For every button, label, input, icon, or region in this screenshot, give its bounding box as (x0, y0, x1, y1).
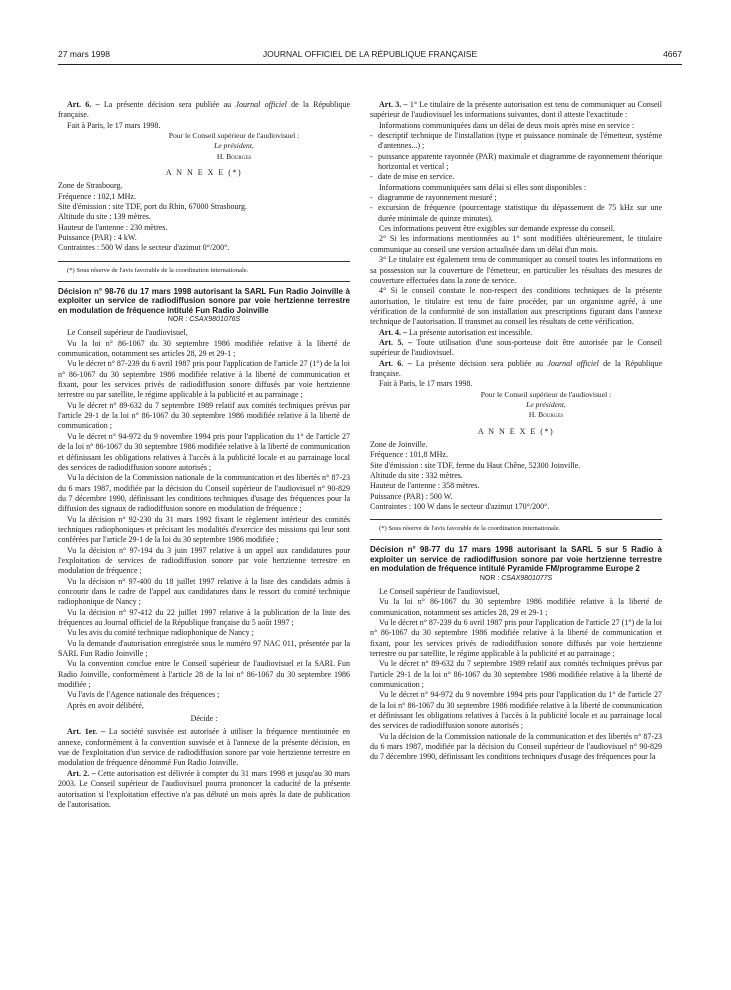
list-item-text: descriptif technique de l'installation (type et puissance nominale de l'émetteur, système d'antennes...) ; (378, 131, 662, 151)
article-2 (58, 769, 350, 810)
list-item: - excursion de fréquence (pourcentage statistique du dépassement de 75 kHz sur une durée minimale de quinze minutes). (370, 203, 662, 223)
visa: Vu l'avis de l'Agence nationale des fréquences ; (67, 690, 220, 700)
fait-a-paris: Fait à Paris, le 17 mars 1998. (379, 379, 473, 389)
visa: Vu la décision de la Commission nationale de la communication et des libertés n° 87-23 du 6 mars 1987, modifiée par la décision du Conseil supérieur de l'audiovisuel n° 90-829 du 7 décembre 1990, définissant les conditions techniques d'usage des fréquences pour la (370, 731, 662, 762)
annexe-block (370, 440, 662, 512)
article-text: de la République française. (370, 358, 662, 378)
article-4 (370, 328, 662, 338)
visa: Après en avoir délibéré, (67, 700, 144, 710)
annexe-line: Puissance (PAR) : 4 kW. (58, 233, 137, 243)
list-item-text: puissance apparente rayonnée (PAR) maximale et diagramme de rayonnement théorique horizontal et vertical ; (378, 151, 662, 172)
preamble: Le Conseil supérieur de l'audiovisuel, (67, 328, 188, 338)
article-text: de la République française. (58, 100, 350, 120)
article-label: Art. 6. – (67, 100, 100, 109)
article-text: La présente autorisation est incessible. (407, 327, 533, 337)
section-rule (370, 539, 662, 540)
article-text: 1° Le titulaire de la présente autorisation est tenu de communiquer au Conseil supérieur de l'audiovisuel les informations suivantes, dont il atteste l'exactitude : (370, 100, 662, 120)
list-item-text: diagramme de rayonnement mesuré ; (378, 193, 497, 203)
paragraph-2: 2° Si les informations mentionnées au 1° sont modifiées ultérieurement, le titulaire communique au conseil une version actualisée dans un délai d'un mois. (370, 234, 662, 254)
list-item: - diagramme de rayonnement mesuré ; (370, 193, 497, 203)
article-label: Art. 2. – (67, 768, 96, 778)
decision-title: Décision n° 98-77 du 17 mars 1998 autorisant la SARL 5 sur 5 Radio à exploiter un service de radiodiffusion sonore par voie hertzienne terrestre en modulation de fréquence intitulé Pyramide FM/programme Europe 2 (370, 545, 662, 574)
article-text: La présente décision sera publiée au (411, 358, 548, 368)
header-page-number: 4667 (663, 49, 682, 59)
signature-line: Pour le Conseil supérieur de l'audiovisuel : (480, 389, 612, 399)
decide-heading: Décide : (190, 714, 218, 724)
article-text: La présente décision sera publiée au (99, 100, 236, 109)
fait-a-paris: Fait à Paris, le 17 mars 1998. (67, 120, 161, 130)
header-date: 27 mars 1998 (58, 49, 110, 59)
journal-officiel-ref: Journal officiel (547, 358, 599, 368)
nor-label: NOR : (479, 574, 502, 582)
nor-label: NOR : (167, 316, 190, 324)
signature-name: H. Bourges (216, 151, 252, 161)
annexe-line: Altitude du site : 139 mètres. (58, 212, 151, 222)
visa: Vu la convention conclue entre le Conseil supérieur de l'audiovisuel et la SARL Fun Radio Joinville, conformément à l'article 28 de la loi n° 86-1067 du 30 septembre 1986 modifiée ; (58, 659, 350, 690)
list-item: - descriptif technique de l'installation (type et puissance nominale de l'émetteur, système d'antennes...) ; (370, 131, 662, 151)
article-label: Art. 1er. – (67, 727, 105, 737)
article-1 (58, 727, 350, 768)
annexe-line: Fréquence : 102,1 MHz. (58, 191, 136, 201)
article-6-left (58, 100, 350, 121)
visa: Vu le décret n° 87-239 du 6 avril 1987 pris pour l'application de l'article 27 (1°) de la loi n° 86-1067 du 30 septembre 1986 modifiée relative à la liberté de communication et fixant, pour les services privés de radiodiffusion sonore diffusés par voie hertzienne terrestre ou par satellite, le régime applicable à la publicité et au parrainage ; (58, 359, 350, 400)
signature-name: H. Bourges (528, 410, 564, 420)
info-note: Ces informations peuvent être exigibles sur demande expresse du conseil. (379, 224, 615, 234)
signature-role: Le président, (214, 141, 254, 151)
visa: Vu le décret n° 94-972 du 9 novembre 1994 pris pour l'application du 1° de l'article 27 de la loi n° 86-1067 du 30 septembre 1986 modifiée relative à la liberté de communication et définissant les obligations relatives à l'accès à la publicité locale et au parrainage local des services de radiodiffusion sonore autorisés ; (370, 690, 662, 731)
header-rule (58, 64, 682, 65)
section-rule (58, 281, 350, 282)
decision-title: Décision n° 98-76 du 17 mars 1998 autorisant la SARL Fun Radio Joinville à exploiter un service de radiodiffusion sonore par voie hertzienne terrestre en modulation de fréquence intitulé Fun Radio Joinville (58, 286, 350, 315)
list-item-text: date de mise en service. (378, 172, 455, 182)
footnote-rule (370, 519, 662, 520)
annexe-line: Zone de Joinville. (370, 440, 428, 449)
article-text: Cette autorisation est délivrée à compter du 31 mars 1998 et jusqu'au 30 mars 2003. Le Conseil supérieur de l'audiovisuel pourra prononcer la caducité de la présente autorisation si l'exploitation effective n'a pas débuté un mois après la date de publication de l'autorisation. (58, 768, 351, 809)
visa: Vu la loi n° 86-1067 du 30 septembre 1986 modifiée relative à la liberté de communication, notamment ses articles 28, 29 et 29-1 ; (58, 338, 350, 359)
annexe-line: Puissance (PAR) : 500 W. (370, 491, 453, 501)
nor-reference (370, 574, 662, 584)
visa: Vu la décision n° 92-230 du 31 mars 1992 fixant le règlement intérieur des comités techniques radiophoniques et précisant les modalités d'exercice des missions qui leur sont conférées par l'article 29-1 de la loi du 30 septembre 1986 modifiée ; (58, 514, 350, 545)
visa: Vu les avis du comité technique radiophonique de Nancy ; (67, 628, 254, 638)
nor-code: CSAX9801077S (501, 574, 553, 582)
annexe-line: Site d'émission : site TDF, port du Rhin, 67000 Strasbourg. (58, 202, 247, 212)
visa: Vu la demande d'autorisation enregistrée sous le numéro 97 NAC 011, présentée par la SARL Fun Radio Joinville ; (58, 638, 350, 659)
article-label: Art. 6. – (379, 358, 412, 368)
article-5 (370, 338, 662, 359)
header-title: JOURNAL OFFICIEL DE LA RÉPUBLIQUE FRANÇAISE (262, 49, 478, 59)
signature-role: Le président, (526, 399, 566, 409)
article-label: Art. 3. – (379, 100, 408, 109)
preamble: Le Conseil supérieur de l'audiovisuel, (379, 586, 500, 596)
annexe-line: Zone de Strasbourg. (58, 181, 123, 191)
visa: Vu la décision n° 97-400 du 18 juillet 1997 relative à la liste des candidats admis à concourir dans le cadre de l'appel aux candidatures dans le ressort du comité technique radiophonique de Nancy ; (58, 576, 350, 607)
info-heading: Informations communiquées dans un délai de deux mois après mise en service : (379, 120, 635, 130)
right-column (370, 100, 662, 763)
visa: Vu la décision n° 97-194 du 3 juin 1997 relative à un appel aux candidatures pour l'exploitation de services de radiodiffusion sonore par voie hertzienne terrestre en modulation de fréquence ; (58, 545, 350, 576)
article-3 (370, 100, 662, 121)
annexe-line: Site d'émission : site TDF, ferme du Haut Chêne, 52300 Joinville. (370, 460, 581, 470)
left-column (58, 100, 350, 810)
footnote: (*) Sous réserve de l'avis favorable de la coordination internationale. (379, 525, 561, 533)
footnote: (*) Sous réserve de l'avis favorable de la coordination internationale. (67, 266, 249, 274)
paragraph-4: 4° Si le conseil constate le non-respect des conditions techniques de la présente autorisation, le titulaire est tenu de faire procéder, par un organisme agréé, à une vérification de la conformité de son installation aux prescriptions figurant dans l'annexe technique de l'autorisation. Il transmet au conseil les résultats de cette vérification. (370, 286, 662, 327)
visa: Vu la décision n° 97-412 du 22 juillet 1997 relative à la publication de la liste des fréquences au Journal officiel de la République française du 5 août 1997 ; (58, 607, 350, 627)
list-item: - puissance apparente rayonnée (PAR) maximale et diagramme de rayonnement théorique horizontal et vertical ; (370, 151, 662, 172)
visa: Vu le décret n° 89-632 du 7 septembre 1989 relatif aux comités techniques prévus par l'article 29-1 de la loi n° 86-1067 du 30 septembre 1986 modifiée relative à la liberté de communication ; (58, 400, 350, 431)
list-item: - date de mise en service. (370, 172, 455, 182)
annexe-line: Contraintes : 500 W dans le secteur d'azimut 0°/200°. (58, 243, 230, 253)
article-6-right (370, 359, 662, 380)
article-text: Toute utilisation d'une sous-porteuse doit être autorisée par le Conseil supérieur de l'audiovisuel. (370, 337, 662, 358)
info-heading: Informations communiquées sans délai si elles sont disponibles : (379, 182, 587, 192)
visa: Vu le décret n° 89-632 du 7 septembre 1989 relatif aux comités techniques prévus par l'article 29-1 de la loi n° 86-1067 du 30 septembre 1986 modifiée relative à la liberté de communication ; (370, 659, 662, 690)
signature-line: Pour le Conseil supérieur de l'audiovisuel : (168, 131, 300, 141)
annexe-line: Altitude du site : 332 mètres. (370, 471, 463, 481)
nor-code: CSAX9801076S (189, 316, 241, 324)
article-label: Art. 5. – (379, 337, 413, 347)
annexe-title: A N N E X E (*) (477, 426, 555, 436)
nor-reference (58, 315, 350, 325)
annexe-line: Fréquence : 101,8 MHz. (370, 450, 448, 460)
article-label: Art. 4. – (379, 327, 407, 337)
visa: Vu la loi n° 86-1067 du 30 septembre 1986 modifiée relative à la liberté de communication, notamment ses articles 28, 29 et 29-1 ; (370, 597, 662, 617)
footnote-rule (58, 261, 350, 262)
paragraph-3: 3° Le titulaire est également tenu de communiquer au conseil toutes les informations en sa possession sur la couverture de l'émetteur, en particulier les résultats des mesures de couverture effectuées dans la zone de service. (370, 255, 662, 285)
annexe-block (58, 181, 350, 253)
visa: Vu la décision de la Commission nationale de la communication et des libertés n° 87-23 du 6 mars 1987, modifiée par la décision du Conseil supérieur de l'audiovisuel n° 90-829 du 7 décembre 1990, définissant les conditions techniques d'usage des fréquences pour la diffusion des signaux de radiodiffusion sonore en modulation de fréquence ; (58, 473, 350, 514)
article-text: La société susvisée est autorisée à utiliser la fréquence mentionnée en annexe, conformément à la convention susvisée et à l'annexe de la présente décision, en vue de l'exploitation d'un service de radiodiffusion sonore par voie hertzienne terrestre en modulation de fréquence dénommé Fun Radio Joinville. (58, 727, 350, 768)
page-header (58, 49, 682, 61)
visa: Vu le décret n° 87-239 du 6 avril 1987 pris pour l'application de l'article 27 (1°) de la loi n° 86-1067 du 30 septembre 1986 modifiée relative à la liberté de communication et fixant, pour les services privés de radiodiffusion sonore diffusés par voie hertzienne terrestre ou par satellite, le régime applicable à la publicité et au parrainage ; (370, 618, 662, 659)
annexe-title: A N N E X E (*) (165, 168, 243, 178)
annexe-line: Hauteur de l'antenne : 358 mètres. (370, 481, 480, 491)
visa: Vu le décret n° 94-972 du 9 novembre 1994 pris pour l'application du 1° de l'article 27 de la loi n° 86-1067 du 30 septembre 1986 modifiée relative à la liberté de communication et définissant les obligations relatives à l'accès à la publicité locale et au parrainage local des services de radiodiffusion sonore autorisés ; (58, 431, 350, 472)
list-item-text: excursion de fréquence (pourcentage statistique du dépassement de 75 kHz sur une durée minimale de quinze minutes). (378, 203, 662, 223)
journal-officiel-ref: Journal officiel (235, 100, 287, 109)
annexe-line: Hauteur de l'antenne : 230 mètres. (58, 222, 168, 232)
annexe-line: Contraintes : 100 W dans le secteur d'azimut 170°/200°. (370, 502, 550, 512)
